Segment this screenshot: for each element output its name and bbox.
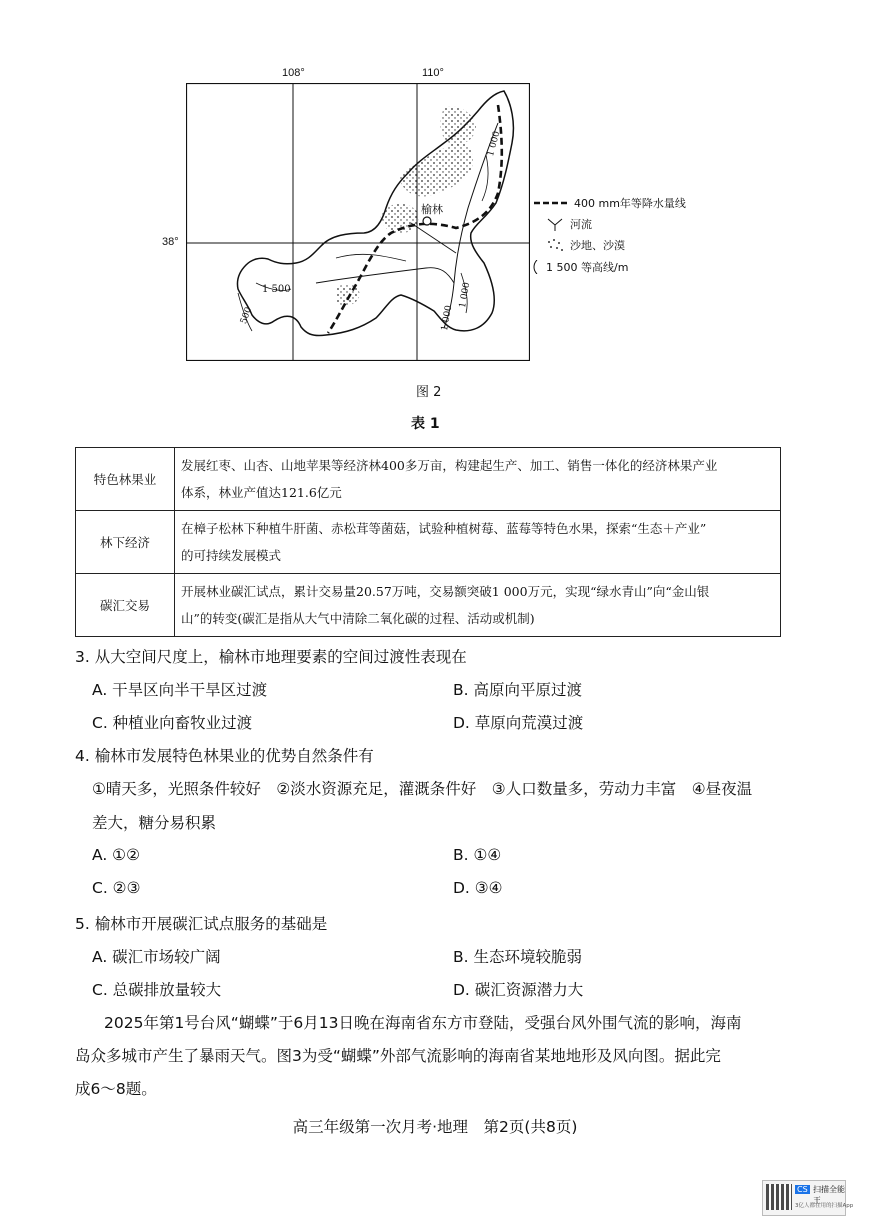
- passage-line-2: 岛众多城市产生了暴雨天气。图3为受“蝴蝶”外部气流影响的海南省某地地形及风向图。据此完: [75, 1047, 721, 1065]
- figure2-caption: 图 2: [416, 385, 442, 400]
- question-4-option-a[interactable]: A. ①②: [92, 846, 140, 864]
- map-contour-label-1000-se: 1 000: [458, 281, 473, 309]
- question-5-option-a[interactable]: A. 碳汇市场较广阔: [92, 948, 221, 966]
- latitude-label-38: 38°: [162, 236, 179, 248]
- question-4-stem: 4. 榆林市发展特色林果业的优势自然条件有: [75, 747, 374, 765]
- legend-river: [546, 216, 592, 232]
- question-5-option-b[interactable]: B. 生态环境较脆弱: [453, 948, 582, 966]
- question-3-option-a[interactable]: A. 干旱区向半干旱区过渡: [92, 681, 268, 699]
- map-contour-label-500: 500: [239, 305, 255, 326]
- passage-line-1: 2025年第1号台风“蝴蝶”于6月13日晚在海南省东方市登陆，受强台风外围气流的影响，海南: [104, 1014, 742, 1032]
- figure2-map: [186, 83, 530, 361]
- qr-code-icon: [766, 1184, 792, 1210]
- table-row: [76, 574, 781, 637]
- question-5-option-d[interactable]: D. 碳汇资源潜力大: [453, 981, 584, 999]
- legend-sand-label: 沙地、沙漠: [570, 239, 625, 252]
- table-row-head: 林下经济: [76, 511, 175, 574]
- page-footer: 高三年级第一次月考·地理 第2页(共8页): [292, 1118, 578, 1136]
- legend-contour-label: 1 500 等高线/m: [546, 261, 629, 274]
- river-branch-1: [411, 223, 456, 253]
- question-4-option-c[interactable]: C. ②③: [92, 879, 141, 897]
- longitude-label-110: 110°: [422, 67, 444, 79]
- longitude-label-108: 108°: [282, 67, 305, 79]
- table-row: [76, 511, 781, 574]
- table-cell-line: 山”的转变(碳汇是指从大气中清除二氧化碳的过程、活动或机制): [181, 611, 535, 626]
- table-row-content: [175, 511, 781, 574]
- table-cell-line: 在樟子松林下种植牛肝菌、赤松茸等菌菇，试验种植树莓、蓝莓等特色水果，探索“生态＋产业”: [181, 521, 707, 536]
- question-5-stem: 5. 榆林市开展碳汇试点服务的基础是: [75, 915, 328, 933]
- question-3-stem: 3. 从大空间尺度上，榆林市地理要素的空间过渡性表现在: [75, 648, 467, 666]
- table1-caption: 表 1: [411, 416, 440, 432]
- map-contour-label-1000-s: 1 000: [440, 304, 455, 332]
- map-contour-label-1500: 1 500: [262, 284, 291, 295]
- dashed-line-icon: [534, 199, 568, 207]
- table-row-head: 碳汇交易: [76, 574, 175, 637]
- passage-line-3: 成6～8题。: [75, 1080, 157, 1098]
- legend-sand: [546, 237, 625, 253]
- legend-river-label: 河流: [570, 218, 592, 231]
- table-cell-line: 体系，林业产值达121.6亿元: [181, 485, 342, 500]
- table-row: [76, 448, 781, 511]
- question-4-option-b[interactable]: B. ①④: [453, 846, 502, 864]
- sand-area-east: [440, 107, 476, 145]
- map-contour-label-1000-ne: 1 000: [486, 130, 503, 158]
- table-cell-line: 的可持续发展模式: [181, 548, 282, 563]
- question-3-option-c[interactable]: C. 种植业向畜牧业过渡: [92, 714, 253, 732]
- yulin-city-marker: [423, 217, 431, 225]
- legend-isohyet: [534, 195, 686, 211]
- map-city-label: 榆林: [421, 203, 443, 216]
- scanner-title: 扫描全能王: [813, 1185, 845, 1205]
- contour-line-icon: [530, 260, 540, 274]
- sand-dots-icon: [546, 238, 564, 252]
- contour-1000-northeast: [482, 155, 488, 201]
- sand-area-west: [336, 284, 360, 306]
- question-4-items-line1: ①晴天多，光照条件较好 ②淡水资源充足，灌溉条件好 ③人口数量多，劳动力丰富 ④昼夜温: [92, 780, 753, 798]
- legend-isohyet-label: 400 mm年等降水量线: [574, 197, 686, 210]
- question-3-option-d[interactable]: D. 草原向荒漠过渡: [453, 714, 584, 732]
- question-3-option-b[interactable]: B. 高原向平原过渡: [453, 681, 582, 699]
- river-branch-2: [316, 268, 454, 283]
- scanner-badge: CS: [797, 1185, 808, 1194]
- legend-contour: [530, 259, 628, 275]
- table-row-content: [175, 574, 781, 637]
- table-row-head: 特色林果业: [76, 448, 175, 511]
- question-4-items-line2: 差大，糖分易积累: [92, 814, 217, 832]
- river-icon: [546, 217, 564, 231]
- question-5-option-c[interactable]: C. 总碳排放量较大: [92, 981, 222, 999]
- table1: [75, 447, 781, 637]
- scanner-watermark: [762, 1180, 854, 1216]
- table-row-content: [175, 448, 781, 511]
- table-cell-line: 发展红枣、山杏、山地苹果等经济林400多万亩，构建起生产、加工、销售一体化的经济林果产业: [181, 458, 718, 473]
- scanner-subtitle: 3亿人都在用的扫描App: [795, 1203, 854, 1209]
- table-cell-line: 开展林业碳汇试点，累计交易量20.57万吨，交易额突破1 000万元，实现“绿水青山”向“金山银: [181, 584, 710, 599]
- question-4-option-d[interactable]: D. ③④: [453, 879, 503, 897]
